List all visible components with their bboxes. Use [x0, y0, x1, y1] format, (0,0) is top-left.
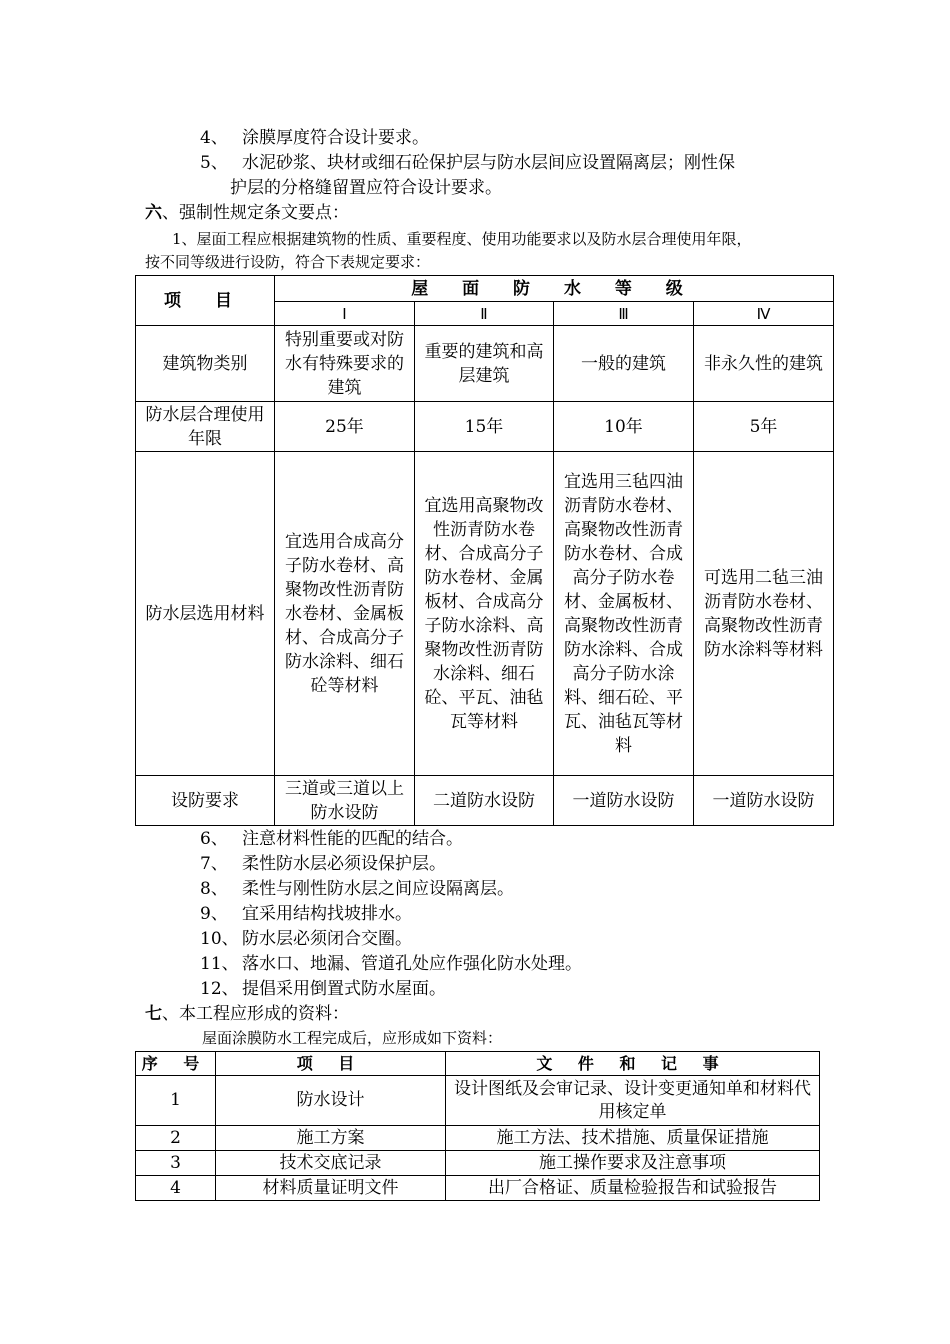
- row-documents: 设计图纸及会审记录、设计变更通知单和材料代用核定单: [446, 1076, 820, 1126]
- table-cell: 宜选用合成高分子防水卷材、高聚物改性沥青防水卷材、金属板材、合成高分子防水涂料、细石砼等材料: [275, 452, 415, 776]
- item-text: 宜采用结构找坡排水。: [242, 904, 412, 924]
- item-text: 注意材料性能的匹配的结合。: [242, 829, 463, 849]
- section-marker: 六: [145, 203, 162, 223]
- list-item-10: [200, 927, 412, 951]
- item-text: 提倡采用倒置式防水屋面。: [242, 979, 446, 999]
- item-number: 10、: [200, 929, 239, 949]
- table-cell: 可选用二毡三油沥青防水卷材、高聚物改性沥青防水涂料等材料: [694, 452, 834, 776]
- table-cell: 三道或三道以上防水设防: [275, 776, 415, 826]
- item-number: 12、: [200, 979, 239, 999]
- table-row: [136, 452, 834, 776]
- table-cell: 一般的建筑: [554, 326, 694, 402]
- records-table: [135, 1051, 820, 1201]
- row-item: 材料质量证明文件: [216, 1176, 446, 1201]
- grade-1-header: Ⅰ: [275, 302, 415, 326]
- header-item: 项 目: [216, 1052, 446, 1076]
- table-cell: 特别重要或对防水有特殊要求的建筑: [275, 326, 415, 402]
- row-number: 1: [136, 1076, 216, 1126]
- paragraph-line-2: 按不同等级进行设防，符合下表规定要求：: [145, 253, 431, 271]
- item-text: 柔性防水层必须设保护层。: [242, 854, 446, 874]
- table-row: [136, 402, 834, 452]
- table-cell: 10年: [554, 402, 694, 452]
- table-cell: 二道防水设防: [415, 776, 554, 826]
- table-row: [136, 1126, 820, 1151]
- row-number: 2: [136, 1126, 216, 1151]
- waterproof-grade-table: [135, 275, 834, 826]
- list-item-9: [200, 902, 412, 926]
- item-text: 落水口、地漏、管道孔处应作强化防水处理。: [242, 954, 582, 974]
- row-documents: 出厂合格证、质量检验报告和试验报告: [446, 1176, 820, 1201]
- grade-2-header: Ⅱ: [415, 302, 554, 326]
- list-item-11: [200, 952, 582, 976]
- list-item-5: [200, 151, 735, 175]
- table-row: [136, 1176, 820, 1201]
- row-documents: 施工操作要求及注意事项: [446, 1151, 820, 1176]
- table-cell: 5年: [694, 402, 834, 452]
- list-item-8: [200, 877, 514, 901]
- item-number: 7、: [200, 854, 228, 874]
- row-label: 防水层合理使用年限: [136, 402, 275, 452]
- item-number: 9、: [200, 904, 228, 924]
- row-number: 4: [136, 1176, 216, 1201]
- row-label: 建筑物类别: [136, 326, 275, 402]
- list-item-4: [200, 126, 429, 150]
- table-row: [136, 1076, 820, 1126]
- table-cell: 宜选用三毡四油沥青防水卷材、高聚物改性沥青防水卷材、合成高分子防水卷材、金属板材、高聚物改性沥青防水涂料、合成高分子防水涂料、细石砼、平瓦、油毡瓦等材料: [554, 452, 694, 776]
- table-cell: 一道防水设防: [694, 776, 834, 826]
- table-cell: 非永久性的建筑: [694, 326, 834, 402]
- paragraph-line-1: 1、屋面工程应根据建筑物的性质、重要程度、使用功能要求以及防水层合理使用年限，: [172, 230, 752, 248]
- row-label: 设防要求: [136, 776, 275, 826]
- row-item: 施工方案: [216, 1126, 446, 1151]
- table-cell: 重要的建筑和高层建筑: [415, 326, 554, 402]
- section-title: 、强制性规定条文要点：: [162, 203, 349, 223]
- table-row: [136, 776, 834, 826]
- table-cell: 宜选用高聚物改性沥青防水卷材、合成高分子防水卷材、金属板材、合成高分子防水涂料、高聚物改性沥青防水涂料、细石砼、平瓦、油毡瓦等材料: [415, 452, 554, 776]
- grade-4-header: Ⅳ: [694, 302, 834, 326]
- list-item-6: [200, 827, 463, 851]
- grade-3-header: Ⅲ: [554, 302, 694, 326]
- table-row: [136, 326, 834, 402]
- item-number: 4、: [200, 128, 228, 148]
- row-item: 技术交底记录: [216, 1151, 446, 1176]
- list-item-12: [200, 977, 446, 1001]
- item-number: 11、: [200, 954, 239, 974]
- list-item-5-continuation: 护层的分格缝留置应符合设计要求。: [230, 178, 502, 198]
- grade-group-header: 屋 面 防 水 等 级: [275, 276, 834, 302]
- section-6-heading: [145, 201, 349, 225]
- table-cell: 15年: [415, 402, 554, 452]
- section-7-intro: 屋面涂膜防水工程完成后，应形成如下资料：: [202, 1029, 503, 1047]
- row-number: 3: [136, 1151, 216, 1176]
- list-item-7: [200, 852, 446, 876]
- item-text: 水泥砂浆、块材或细石砼保护层与防水层间应设置隔离层；刚性保: [242, 153, 735, 173]
- row-documents: 施工方法、技术措施、质量保证措施: [446, 1126, 820, 1151]
- item-number: 8、: [200, 879, 228, 899]
- section-marker: 七: [145, 1004, 162, 1024]
- item-text: 防水层必须闭合交圈。: [242, 929, 412, 949]
- section-7-heading: [145, 1002, 349, 1026]
- table-cell: 25年: [275, 402, 415, 452]
- header-number: 序 号: [136, 1052, 216, 1076]
- header-documents: 文 件 和 记 事: [446, 1052, 820, 1076]
- item-header: 项 目: [136, 276, 275, 326]
- table-cell: 一道防水设防: [554, 776, 694, 826]
- row-label: 防水层选用材料: [136, 452, 275, 776]
- item-text: 涂膜厚度符合设计要求。: [242, 128, 429, 148]
- item-number: 5、: [200, 153, 228, 173]
- item-text: 柔性与刚性防水层之间应设隔离层。: [242, 879, 514, 899]
- row-item: 防水设计: [216, 1076, 446, 1126]
- section-title: 、本工程应形成的资料：: [162, 1004, 349, 1024]
- table-row: [136, 1151, 820, 1176]
- item-number: 6、: [200, 829, 228, 849]
